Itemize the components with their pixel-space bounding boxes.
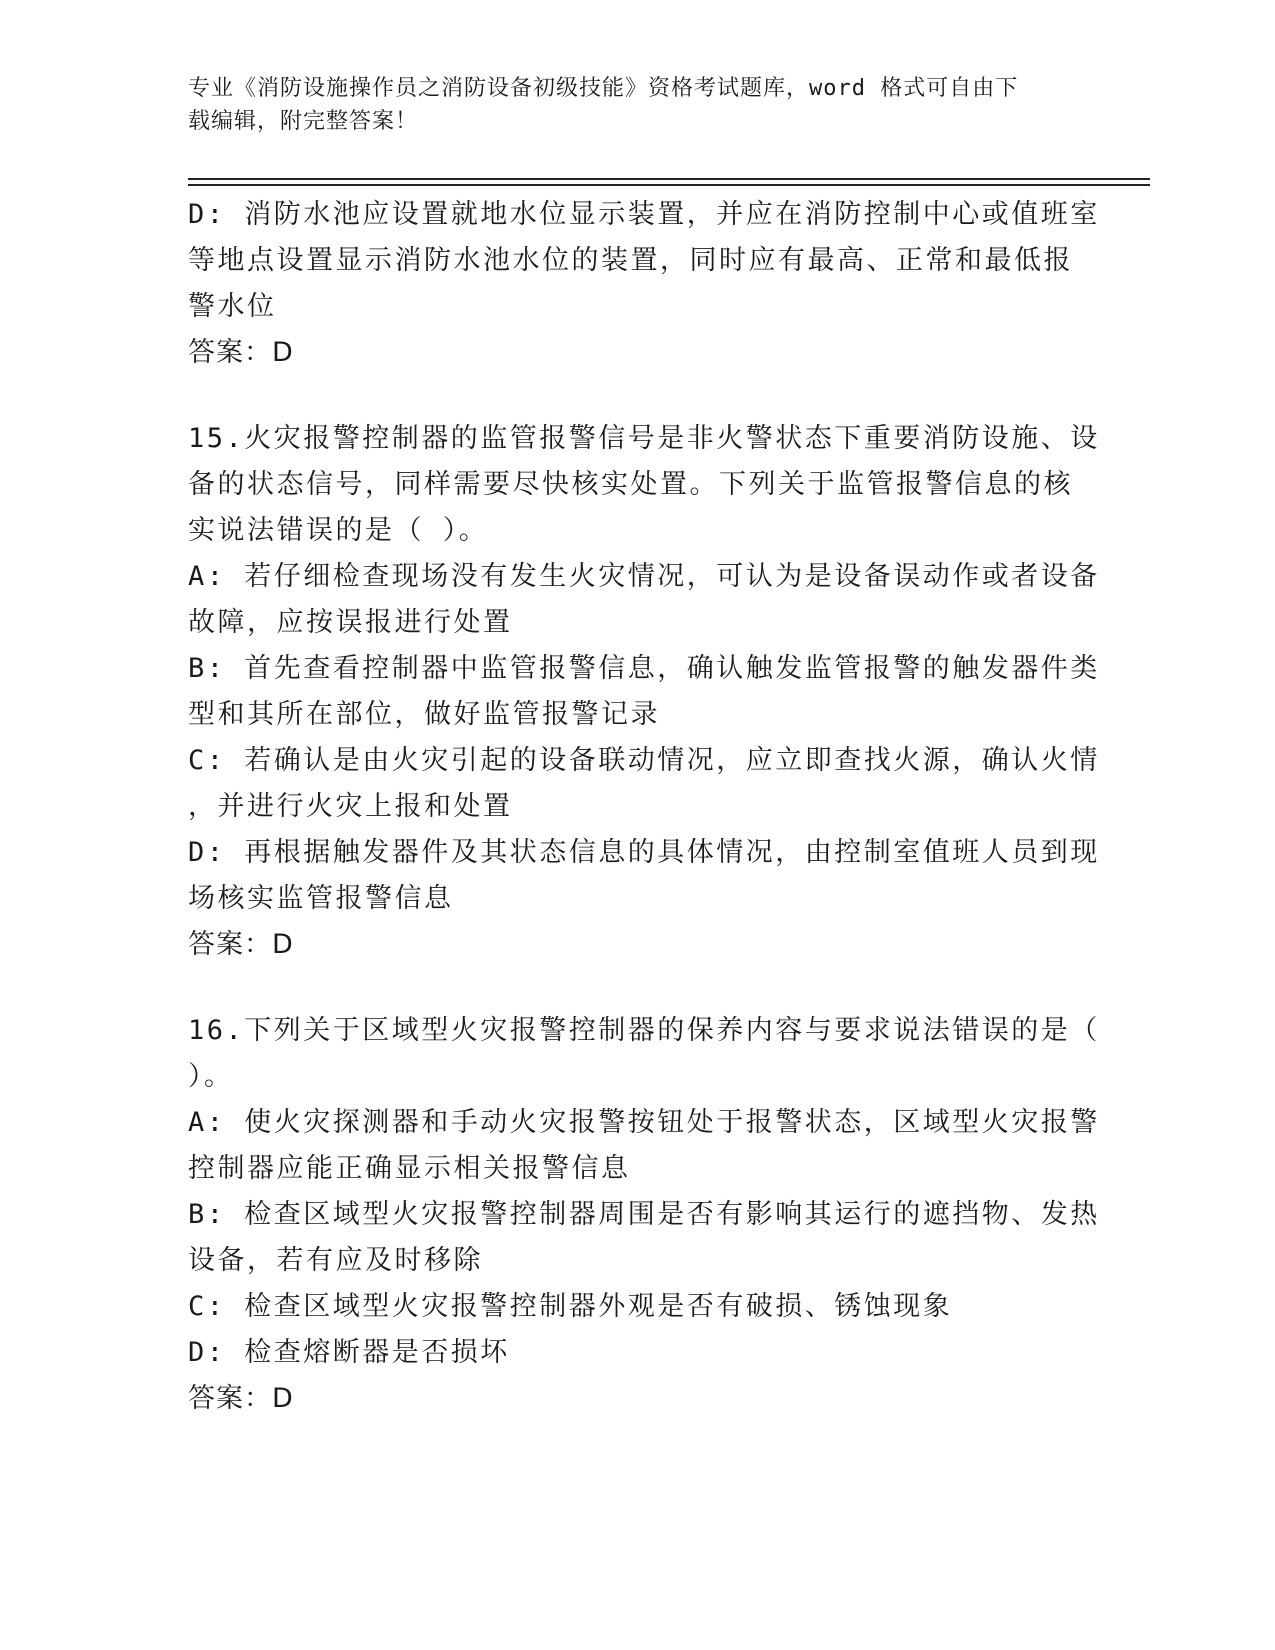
option-line: 设备，若有应及时移除 bbox=[188, 1245, 483, 1276]
question-15-option-c bbox=[188, 738, 1100, 830]
option-line: 场核实监管报警信息 bbox=[188, 883, 454, 914]
question-16-option-a bbox=[188, 1100, 1100, 1192]
document-header bbox=[188, 72, 1068, 138]
option-line: ，并进行火灾上报和处置 bbox=[188, 791, 513, 822]
stem-line: 实说法错误的是（ ）。 bbox=[188, 515, 489, 546]
option-line: C: 若确认是由火灾引起的设备联动情况，应立即查找火源，确认火情 bbox=[188, 745, 1100, 776]
option-line: D: 再根据触发器件及其状态信息的具体情况，由控制室值班人员到现 bbox=[188, 837, 1100, 868]
option-line: B: 检查区域型火灾报警控制器周围是否有影响其运行的遮挡物、发热 bbox=[188, 1199, 1100, 1230]
question-14-answer: 答案：D bbox=[188, 337, 294, 368]
option-line: B: 首先查看控制器中监管报警信息，确认触发监管报警的触发器件类 bbox=[188, 653, 1100, 684]
stem-line: 15.火灾报警控制器的监管报警信号是非火警状态下重要消防设施、设 bbox=[188, 423, 1100, 454]
option-line: 故障，应按误报进行处置 bbox=[188, 607, 513, 638]
question-14-option-d bbox=[188, 192, 1100, 330]
option-line: A: 使火灾探测器和手动火灾报警按钮处于报警状态，区域型火灾报警 bbox=[188, 1107, 1100, 1138]
question-spacer bbox=[188, 376, 1068, 416]
option-line: 型和其所在部位，做好监管报警记录 bbox=[188, 699, 660, 730]
question-15-option-a bbox=[188, 554, 1100, 646]
header-rule-top bbox=[188, 178, 1150, 180]
question-15-stem bbox=[188, 416, 1100, 554]
question-16-option-d bbox=[188, 1330, 1068, 1376]
question-15-answer: 答案：D bbox=[188, 929, 294, 960]
option-line: A: 若仔细检查现场没有发生火灾情况，可认为是设备误动作或者设备 bbox=[188, 561, 1100, 592]
question-16-option-b bbox=[188, 1192, 1100, 1284]
option-line: 警水位 bbox=[188, 291, 277, 322]
option-line: 等地点设置显示消防水池水位的装置，同时应有最高、正常和最低报 bbox=[188, 245, 1073, 276]
question-16-answer: 答案：D bbox=[188, 1383, 294, 1414]
stem-line: 备的状态信号，同样需要尽快核实处置。下列关于监管报警信息的核 bbox=[188, 469, 1073, 500]
header-line-2: 载编辑，附完整答案！ bbox=[188, 109, 419, 134]
question-16-option-c bbox=[188, 1284, 1068, 1330]
question-content bbox=[188, 192, 1100, 1422]
option-line: C: 检查区域型火灾报警控制器外观是否有破损、锈蚀现象 bbox=[188, 1291, 953, 1322]
option-line: D: 消防水池应设置就地水位显示装置，并应在消防控制中心或值班室 bbox=[188, 199, 1100, 230]
option-line: D: 检查熔断器是否损坏 bbox=[188, 1337, 510, 1368]
question-spacer bbox=[188, 968, 1068, 1008]
question-15-option-b bbox=[188, 646, 1100, 738]
header-rule-bottom bbox=[188, 184, 1150, 186]
stem-line: 16.下列关于区域型火灾报警控制器的保养内容与要求说法错误的是（ bbox=[188, 1015, 1100, 1046]
question-16-stem bbox=[188, 1008, 1100, 1100]
stem-line: ）。 bbox=[188, 1061, 234, 1092]
question-15-option-d bbox=[188, 830, 1100, 922]
header-line-1: 专业《消防设施操作员之消防设备初级技能》资格考试题库，word 格式可自由下 bbox=[188, 76, 1019, 101]
option-line: 控制器应能正确显示相关报警信息 bbox=[188, 1153, 631, 1184]
